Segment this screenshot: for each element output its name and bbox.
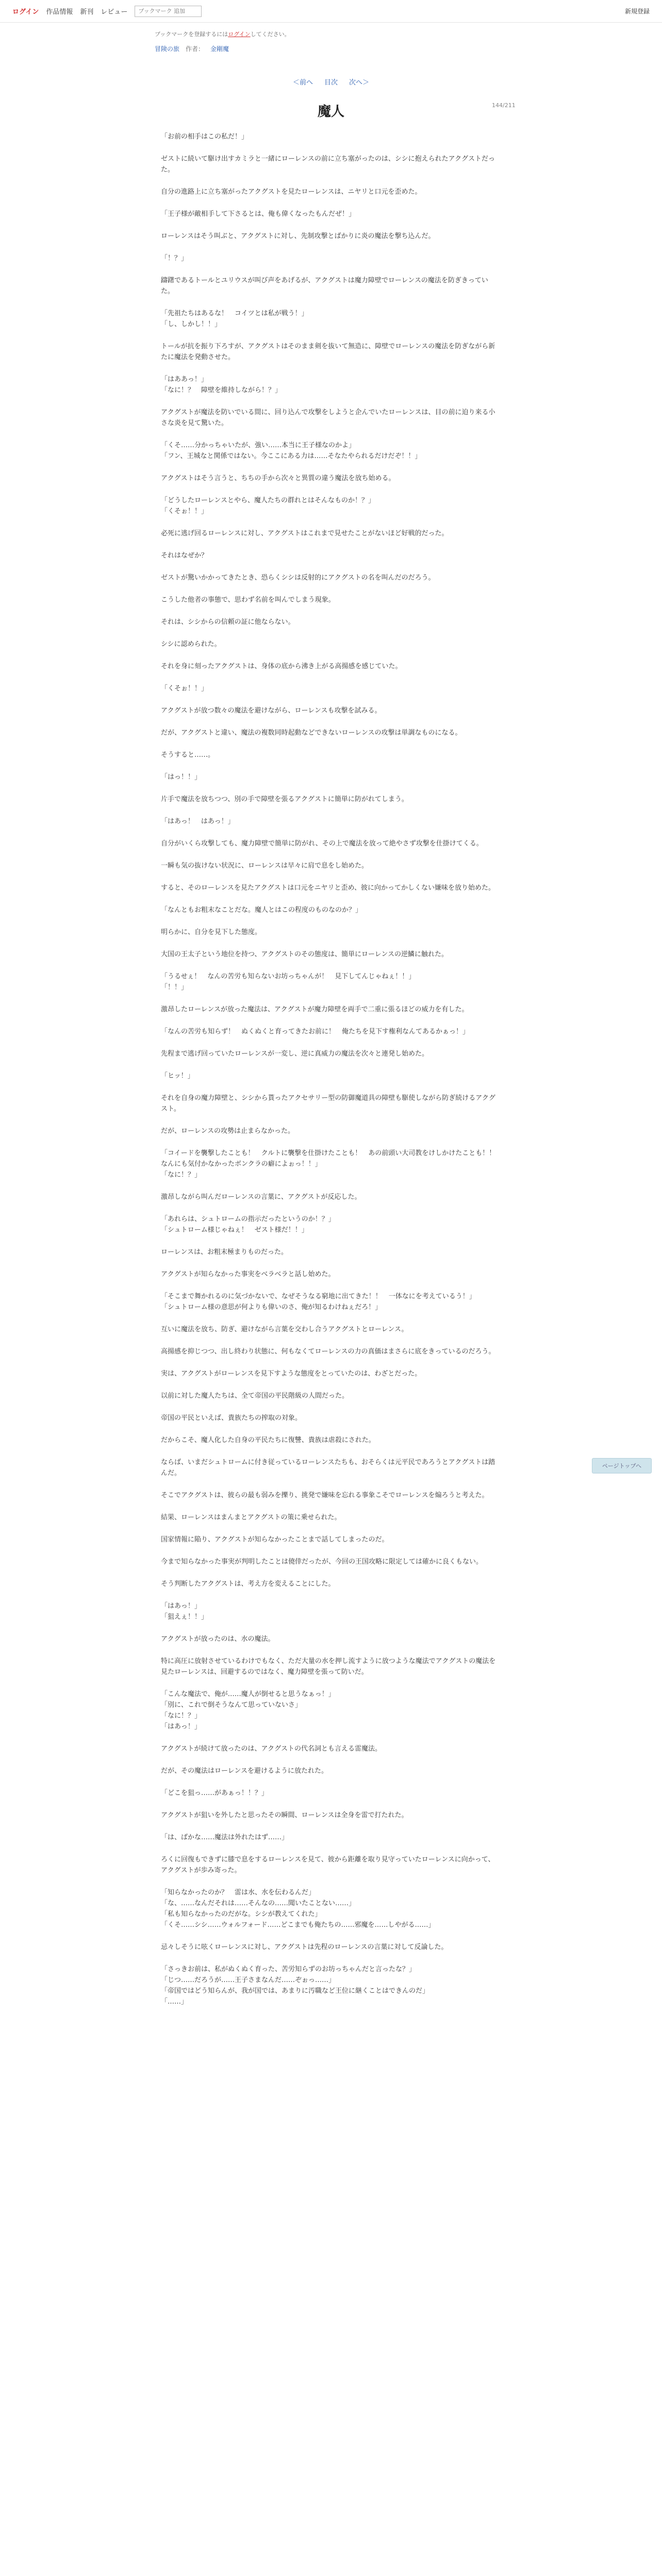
register-link[interactable]: 新規登録 — [624, 8, 650, 15]
paragraph: 「先祖たちはあるな！ コイツとは私が戦う！」 「し、しかし！！」 — [161, 310, 308, 328]
paragraph: 「どこを狙っ……があぁっ！！？」 — [161, 1789, 268, 1797]
notice-prefix: ブックマークを登録するには — [155, 31, 228, 38]
paragraph: 「はあっ！」 「狙えぇ！！」 — [161, 1602, 208, 1621]
paragraph: それは、シシからの信頼の証に他ならない。 — [161, 618, 295, 626]
page-top-button[interactable]: ページトップへ — [592, 1458, 652, 1473]
paragraph: ゼストに続いて駆け出すカミラと一緒にローレンスの前に立ち塞がったのは、シシに抱えられたアクグストだった。 — [161, 155, 495, 174]
paragraph: 実は、アクグストがローレンスを見下すような態度をとっていたのは、わざとだった。 — [161, 1370, 422, 1378]
paragraph: 「そこまで舞かれるのに気づかないで、なぜそうなる窮地に出てきた！！ 一体なにを考えているう！」 「シュトローム様の意思が何よりも偉いのさ、俺が知るわけねぇだろ！」 — [161, 1293, 476, 1311]
paragraph: 「コイードを襲撃したことも！ クルトに襲撃を仕掛けたことも！ あの前頭い大司教をけしかけたことも！！ なんにも気付かなかったボンクラの癖によぉっ！！」 「なに！？」 — [161, 1149, 496, 1179]
top-navigation-bar — [0, 0, 662, 23]
paragraph: 片手で魔法を放ちつつ、別の手で障壁を張るアクグストに簡単に防がれてしまう。 — [161, 795, 408, 803]
nav-item-new[interactable]: 新刊 — [80, 8, 94, 16]
nav-item-review[interactable]: レビュー — [101, 8, 128, 16]
paragraph: だが、その魔法はローレンスを避けるように放たれた。 — [161, 1767, 328, 1775]
paragraph: 帝国の平民といえば、貴族たちの搾取の対象。 — [161, 1414, 302, 1422]
notice-login-link[interactable]: ログイン — [228, 31, 251, 38]
paragraph: 「はああっ！」 「なに！？ 障壁を維持しながら！？」 — [161, 376, 282, 394]
paragraph: 「王子様が敵相手して下さるとは、俺も偉くなったもんだぜ！」 — [161, 210, 356, 218]
paragraph: 「はあっ！ はあっ！」 — [161, 818, 235, 825]
paragraph: それはなぜか？ — [161, 552, 208, 560]
paragraph: 「は、ばかな……魔法は外れたはず……」 — [161, 1834, 289, 1841]
paragraph: ろくに回復もできずに膝で息をするローレンスを見て、彼から距離を取り見守っていたローレンスに向かって、アクグストが歩み寄った。 — [161, 1856, 495, 1874]
paragraph: アクグストが続けて放ったのは、アクグストの代名詞とも言える雷魔法。 — [161, 1745, 382, 1753]
paragraph: 忌々しそうに呟くローレンスに対し、アクグストは先程のローレンスの言葉に対して反論した。 — [161, 1943, 448, 1951]
paragraph: 互いに魔法を放ち、防ぎ、避けながら言葉を交わし合うアクグストとローレンス。 — [161, 1326, 408, 1333]
paragraph: 「お前の相手はこの私だ！」 — [161, 133, 249, 141]
paragraph: 国家情報に陥り、アクグストが知らなかったことまで話してしまったのだ。 — [161, 1536, 389, 1544]
paragraph: 明らかに、自分を見下した態度。 — [161, 928, 262, 936]
paragraph: 「さっきお前は、私がぬくぬく育った、苦労知らずのお坊っちゃんだと言ったな？」 「じつ……だろうが……王子さまなんだ……ぞぉっ……」 「帝国ではどう知らんが、我が国では、あまりに汚職など王位に継くことはできんのだ」 「……」 — [161, 1965, 429, 2006]
paragraph: ローレンスは、お粗末極まりものだった。 — [161, 1248, 288, 1256]
paragraph: それを身に刻ったアクグストは、身体の底から沸き上がる高揚感を感じていた。 — [161, 663, 402, 670]
paragraph: だからこそ、魔人化した自身の平民たちに復讐、貴族は虐殺にされた。 — [161, 1436, 375, 1444]
paragraph: 「なんの苦労も知らず！ ぬくぬくと育ってきたお前に！ 俺たちを見下す権利なんてあるかぁっ！」 — [161, 1028, 470, 1036]
nav-group — [12, 6, 202, 17]
paragraph: アクグストが知らなかった事実をべラべラと話し始めた。 — [161, 1270, 335, 1278]
paragraph: 結果、ローレンスはまんまとアクグストの策に乗せられた。 — [161, 1514, 341, 1521]
paragraph: 「なんともお粗末なことだな。魔人とはこの程度のものなのか？」 — [161, 906, 362, 914]
paragraph: アクグストが魔法を防いでいる間に、回り込んで攻撃をしようと企んでいたローレンスは、目の前に迫り来る小さな炎を見て驚いた。 — [161, 409, 495, 427]
nav-item-works[interactable]: 作品情報 — [46, 8, 73, 16]
paragraph: 「！？」 — [161, 255, 188, 262]
paragraph: それを自身の魔力障壁と、シシから貰ったアクセサリー型の防御魔道具の障壁も駆使しながら防ぎ続けるアクグスト。 — [161, 1094, 495, 1113]
breadcrumb-series[interactable]: 冒険の旅 — [155, 45, 180, 53]
search-box[interactable] — [135, 6, 202, 17]
paragraph: 自分がいくら攻撃しても、魔力障壁で簡単に防がれ、その上で魔法を放って絶やさず攻撃を仕掛けてくる。 — [161, 840, 483, 848]
paragraph: アクグストが狙いを外したと思ったその瞬間、ローレンスは全身を雷で打たれた。 — [161, 1811, 408, 1819]
next-chapter-link[interactable]: 次へ＞ — [349, 79, 370, 87]
paragraph: 特に高圧に放射させているわけでもなく、ただ大量の水を押し流すように放つような魔法でアクグストの魔法を見たローレンスは、回避するのではなく、魔力障壁を張って防いだ。 — [161, 1657, 496, 1676]
paragraph: そこでアクグストは、彼らの最も弱みを擽り、挑発で嫌味を忘れる事象こそでローレンスを煽ろうと考えた。 — [161, 1492, 489, 1499]
paragraph: ゼストが驚いかかってきたとき、恐らくシシは反射的にアクグストの名を叫んだのだろう。 — [161, 574, 435, 582]
paragraph: 「ヒッ！」 — [161, 1072, 194, 1080]
paragraph: トールが抗を振り下ろすが、アクグストはそのまま剣を抜いて無造に、障壁でローレンスの魔法を防ぎながら新たに魔法を発動させた。 — [161, 343, 495, 361]
paragraph: 必死に逃げ回るローレンスに対し、アクグストはこれまで見せたことがないほど好戦的だった。 — [161, 530, 449, 537]
paragraph: アクグストはそう言うと、ちちの手から次々と異質の違う魔法を放ち始める。 — [161, 474, 395, 482]
login-link[interactable]: ログイン — [12, 8, 39, 16]
paragraph: 「うるせぇ！ なんの苦労も知らないお坊っちゃんが！ 見下してんじゃねぇ！！」 「！！」 — [161, 973, 416, 991]
breadcrumb-author-label: 作者： — [186, 45, 205, 53]
paragraph: だが、ローレンスの攻勢は止まらなかった。 — [161, 1127, 295, 1135]
paragraph: 「知らなかったのか？ 雷は水、水を伝わるんだ」 「な、……なんだそれは……そんなの……聞いたことない……」 「私も知らなかったのだがな。シシが教えてくれた」 「くそ……シシ……ウォルフォード……どこまでも俺たちの……邪魔を……しやがる……」 — [161, 1889, 435, 1929]
chapter-title: 魔人 — [317, 104, 344, 120]
paragraph: 自分の進路上に立ち塞がったアクグストを見たローレンスは、ニヤリと口元を歪めた。 — [161, 188, 422, 196]
paragraph: 「あれらは、シュトロームの指示だったというのか！？」 「シュトローム様じゃねぇ！ ゼスト様だ！！」 — [161, 1215, 335, 1234]
paragraph: 「くそぉ！！」 — [161, 685, 208, 692]
paragraph: 以前に対した魔人たちは、全て帝国の平民階級の人間だった。 — [161, 1392, 349, 1400]
paragraph: そうすると……。 — [161, 751, 215, 759]
paragraph: 「こんな魔法で、俺が……魔人が倒せると思うなぁっ！」 「別に、これで倒そうなんて思っていないさ」 「なに！？」 「はあっ！」 — [161, 1690, 335, 1731]
paragraph: そう判断したアクグストは、考え方を変えることにした。 — [161, 1580, 335, 1588]
paragraph: アクグストが放つ数々の魔法を避けながら、ローレンスも攻撃を試みる。 — [161, 707, 382, 715]
paragraph: 高揚感を抑じつつ、出し終わり状態に、何もなくてローレンスの力の真価はまさらに底をきっているのだろう。 — [161, 1348, 495, 1355]
paragraph: ならば、いまだシュトロームに付き従っているローレンスたちも、おそらくは元平民であろうとアクグストは踏んだ。 — [161, 1459, 495, 1477]
paragraph: すると、そのローレンスを見たアクグストは口元をニヤリと歪め、彼に向かってかしくない嫌味を放り始めた。 — [161, 884, 495, 892]
paragraph: 「くそ……分かっちゃいたが、強い……本当に王子様なのかよ」 「フン、王城なと関係ではない。今ここにある力は……そなたやられるだけだぞ！！」 — [161, 442, 422, 460]
paragraph: 先程まで逃げ回っていたローレンスが一変し、逆に真威力の魔法を次々と連発し始めた。 — [161, 1050, 429, 1058]
notice-suffix: してください。 — [250, 31, 290, 38]
search-input[interactable] — [137, 7, 191, 15]
paragraph: 今まで知らなかった事実が判明したことは僥倖だったが、今回の王国攻略に限定しては確かに良くもない。 — [161, 1558, 483, 1566]
chapter-body — [161, 131, 501, 2007]
breadcrumb — [0, 38, 662, 53]
paragraph: 激昂したローレンスが放った魔法は、アクグストが魔力障壁を両手で二重に張るほどの威力を有した。 — [161, 1006, 469, 1013]
chapter-number: 144/211 — [492, 102, 516, 109]
prev-chapter-link[interactable]: ＜前へ — [292, 79, 313, 87]
paragraph: ローレンスはそう叫ぶと、アクグストに対し、先制攻撃とばかりに炎の魔法を撃ち込んだ。 — [161, 232, 435, 240]
paragraph: シシに認められた。 — [161, 640, 221, 648]
toc-link[interactable]: 目次 — [324, 79, 338, 87]
breadcrumb-author[interactable]: 金剛魔 — [210, 45, 229, 53]
chapter-pager — [0, 77, 662, 87]
paragraph: 大国の王太子という地位を持つ、アクグストのその態度は、簡単にローレンスの逆鱗に触れた。 — [161, 951, 448, 958]
paragraph: だが、アクグストと違い、魔法の複数同時起動などできないローレンスの攻撃は単調なものになる。 — [161, 729, 462, 737]
paragraph: 一瞬も気の抜けない状況に、ローレンスは早々に肩で息をし始めた。 — [161, 862, 369, 870]
paragraph: アクグストが放ったのは、水の魔法。 — [161, 1635, 275, 1643]
paragraph: 躊躇であるトールとユリウスが叫び声をあげるが、アクグストは魔力障壁でローレンスの魔法を防ぎきっていた。 — [161, 277, 488, 295]
paragraph: 「どうしたローレンスとやら、魔人たちの群れとはそんなものか！？」 「くそぉ！！」 — [161, 497, 375, 515]
paragraph: 激昂しながら叫んだローレンスの言葉に、アクグストが反応した。 — [161, 1193, 361, 1201]
paragraph: こうした他者の事態で、思わず名前を叫んでしまう現象。 — [161, 596, 335, 604]
paragraph: 「はっ！！」 — [161, 773, 202, 781]
bookmark-notice — [0, 23, 662, 38]
